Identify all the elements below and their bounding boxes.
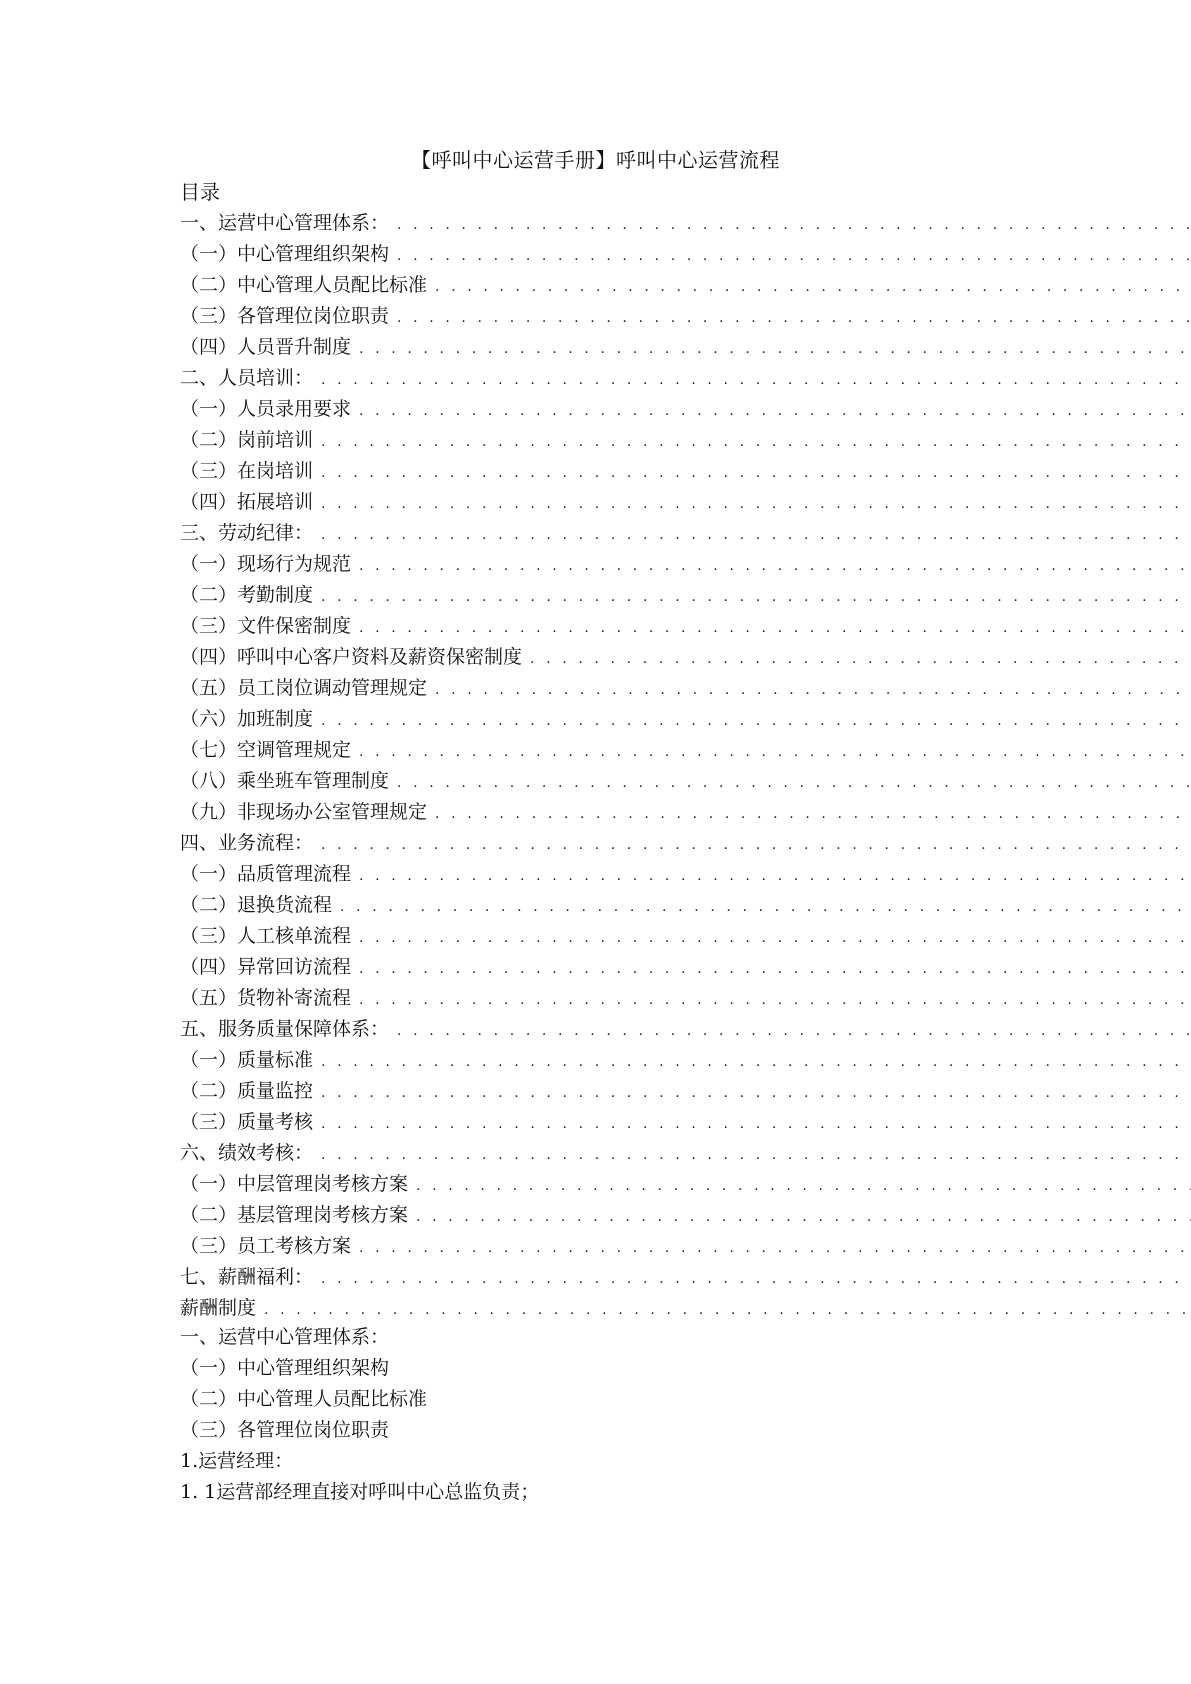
- dot-leader: [359, 985, 1191, 1014]
- dot-leader: [435, 272, 1191, 301]
- toc-heading: 目录: [180, 180, 220, 204]
- toc-entry-label: （二）退换货流程: [180, 894, 333, 916]
- dot-leader: [321, 706, 1191, 735]
- toc-entry[interactable]: [180, 952, 1191, 983]
- dot-leader: [397, 1016, 1191, 1045]
- dot-leader: [435, 799, 1191, 828]
- toc-entry[interactable]: [180, 1138, 1191, 1169]
- section-heading: 一、运营中心管理体系：: [180, 1326, 390, 1348]
- toc-entry-label: （一）中心管理组织架构: [180, 243, 390, 265]
- dot-leader: [359, 954, 1191, 983]
- toc-entry-label: 七、薪酬福利：: [180, 1266, 314, 1288]
- toc-entry-label: 六、绩效考核：: [180, 1142, 314, 1164]
- dot-leader: [321, 1109, 1191, 1138]
- toc-entry[interactable]: [180, 673, 1191, 704]
- toc-entry[interactable]: [180, 1045, 1191, 1076]
- toc-entry[interactable]: [180, 828, 1191, 859]
- toc-entry-label: （一）质量标准: [180, 1049, 314, 1071]
- toc-entry[interactable]: [180, 921, 1191, 952]
- dot-leader: [359, 737, 1191, 766]
- toc-entry-label: （二）岗前培训: [180, 429, 314, 451]
- dot-leader: [321, 1078, 1191, 1107]
- dot-leader: [435, 675, 1191, 704]
- toc-entry[interactable]: [180, 487, 1191, 518]
- toc-entry-label: （三）在岗培训: [180, 460, 314, 482]
- toc-entry-label: （一）人员录用要求: [180, 398, 352, 420]
- toc-entry[interactable]: [180, 859, 1191, 890]
- dot-leader: [416, 1202, 1191, 1231]
- dot-leader: [264, 1295, 1191, 1324]
- dot-leader: [321, 1140, 1191, 1169]
- toc-entry[interactable]: [180, 456, 1191, 487]
- toc-entry[interactable]: [180, 580, 1191, 611]
- dot-leader: [359, 613, 1191, 642]
- toc-entry[interactable]: [180, 394, 1191, 425]
- toc-entry-label: （四）呼叫中心客户资料及薪资保密制度: [180, 646, 523, 668]
- toc-entry[interactable]: [180, 983, 1191, 1014]
- dot-leader: [359, 1233, 1191, 1262]
- toc-entry[interactable]: [180, 1231, 1191, 1262]
- subsection-heading: （三）各管理位岗位职责: [180, 1419, 390, 1441]
- toc-entry-label: （四）拓展培训: [180, 491, 314, 513]
- dot-leader: [397, 768, 1191, 797]
- toc-entry-label: （三）各管理位岗位职责: [180, 305, 390, 327]
- toc-entry[interactable]: [180, 425, 1191, 456]
- body-text: [180, 1322, 1080, 1508]
- toc-entry[interactable]: [180, 735, 1191, 766]
- toc-entry[interactable]: [180, 270, 1191, 301]
- dot-leader: [321, 489, 1191, 518]
- toc-entry[interactable]: [180, 1293, 1191, 1324]
- toc-entry-label: （三）文件保密制度: [180, 615, 352, 637]
- table-of-contents: [180, 208, 1191, 1324]
- dot-leader: [321, 1264, 1191, 1293]
- toc-entry-label: 四、业务流程：: [180, 832, 314, 854]
- toc-entry-label: （七）空调管理规定: [180, 739, 352, 761]
- toc-entry[interactable]: [180, 890, 1191, 921]
- toc-entry[interactable]: [180, 239, 1191, 270]
- toc-entry[interactable]: [180, 363, 1191, 394]
- toc-entry[interactable]: [180, 301, 1191, 332]
- toc-entry-label: 薪酬制度: [180, 1297, 257, 1319]
- toc-entry-label: （四）异常回访流程: [180, 956, 352, 978]
- toc-entry-label: 五、服务质量保障体系：: [180, 1018, 390, 1040]
- toc-entry-label: 一、运营中心管理体系：: [180, 212, 390, 234]
- toc-entry-label: （二）考勤制度: [180, 584, 314, 606]
- toc-entry[interactable]: [180, 797, 1191, 828]
- dot-leader: [359, 551, 1191, 580]
- toc-entry-label: （九）非现场办公室管理规定: [180, 801, 428, 823]
- dot-leader: [321, 582, 1191, 611]
- toc-entry-label: （八）乘坐班车管理制度: [180, 770, 390, 792]
- toc-entry-label: 二、人员培训：: [180, 367, 314, 389]
- dot-leader: [359, 334, 1191, 363]
- dot-leader: [359, 396, 1191, 425]
- toc-entry[interactable]: [180, 332, 1191, 363]
- dot-leader: [321, 427, 1191, 456]
- toc-entry[interactable]: [180, 1169, 1191, 1200]
- dot-leader: [397, 303, 1191, 332]
- dot-leader: [321, 458, 1191, 487]
- toc-entry-label: （五）货物补寄流程: [180, 987, 352, 1009]
- dot-leader: [321, 830, 1191, 859]
- dot-leader: [321, 1047, 1191, 1076]
- toc-entry-label: 三、劳动纪律：: [180, 522, 314, 544]
- subsection-heading: （一）中心管理组织架构: [180, 1357, 390, 1379]
- dot-leader: [321, 520, 1191, 549]
- dot-leader: [416, 1171, 1191, 1200]
- toc-entry[interactable]: [180, 611, 1191, 642]
- toc-entry[interactable]: [180, 208, 1191, 239]
- toc-entry[interactable]: [180, 518, 1191, 549]
- toc-entry[interactable]: [180, 766, 1191, 797]
- dot-leader: [397, 210, 1191, 239]
- toc-entry-label: （三）质量考核: [180, 1111, 314, 1133]
- toc-entry-label: （一）中层管理岗考核方案: [180, 1173, 409, 1195]
- toc-entry-label: （六）加班制度: [180, 708, 314, 730]
- toc-entry-label: （二）质量监控: [180, 1080, 314, 1102]
- dot-leader: [340, 892, 1191, 921]
- dot-leader: [530, 644, 1191, 673]
- toc-entry[interactable]: [180, 704, 1191, 735]
- toc-entry[interactable]: [180, 1200, 1191, 1231]
- dot-leader: [359, 923, 1191, 952]
- toc-entry[interactable]: [180, 1262, 1191, 1293]
- toc-entry-label: （二）基层管理岗考核方案: [180, 1204, 409, 1226]
- document-title: 【呼叫中心运营手册】呼叫中心运营流程: [411, 148, 780, 172]
- paragraph: 1. 1运营部经理直接对呼叫中心总监负责；: [180, 1481, 540, 1503]
- dot-leader: [359, 861, 1191, 890]
- subsection-heading: （二）中心管理人员配比标准: [180, 1388, 428, 1410]
- toc-entry[interactable]: [180, 1076, 1191, 1107]
- toc-entry-label: （一）现场行为规范: [180, 553, 352, 575]
- toc-entry[interactable]: [180, 1107, 1191, 1138]
- dot-leader: [397, 241, 1191, 270]
- toc-entry-label: （一）品质管理流程: [180, 863, 352, 885]
- toc-entry[interactable]: [180, 642, 1191, 673]
- numbered-heading: 1.运营经理：: [180, 1450, 294, 1472]
- toc-entry-label: （五）员工岗位调动管理规定: [180, 677, 428, 699]
- toc-entry-label: （三）人工核单流程: [180, 925, 352, 947]
- toc-entry-label: （三）员工考核方案: [180, 1235, 352, 1257]
- dot-leader: [321, 365, 1191, 394]
- toc-entry[interactable]: [180, 1014, 1191, 1045]
- toc-entry[interactable]: [180, 549, 1191, 580]
- toc-entry-label: （四）人员晋升制度: [180, 336, 352, 358]
- toc-entry-label: （二）中心管理人员配比标准: [180, 274, 428, 296]
